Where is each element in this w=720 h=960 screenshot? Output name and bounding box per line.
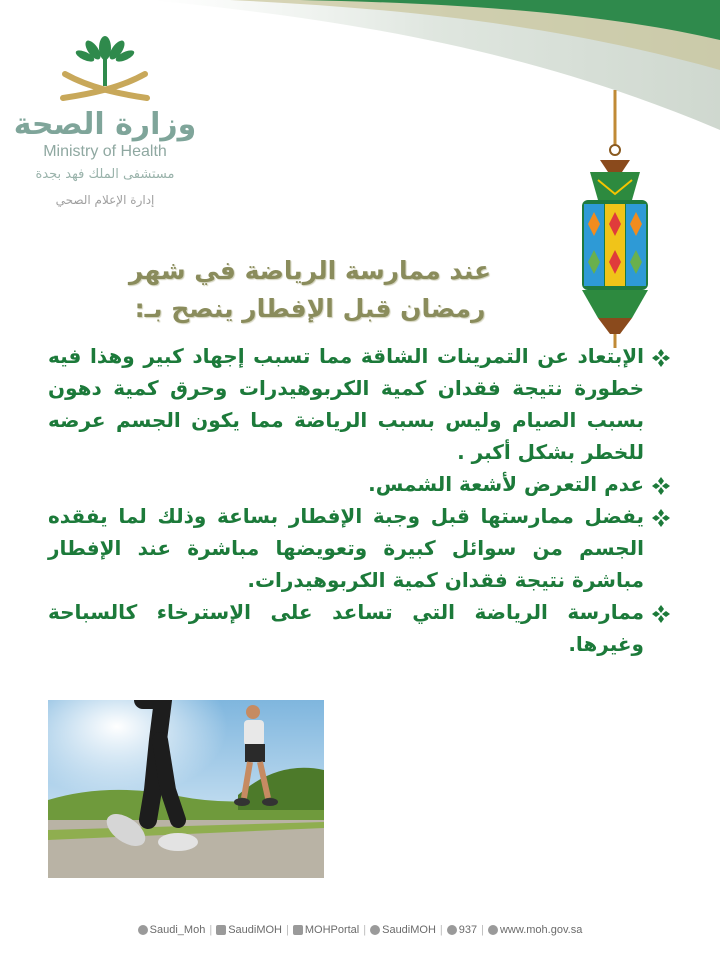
list-item-text: يفضل ممارستها قبل وجبة الإفطار بساعة وذلك لما يفقده الجسم من سوائل كبيرة وتعويضها مباشرة عند الإفطار مباشرة نتيجة فقدان كمية الكربوهيدرات. (48, 504, 644, 592)
diamond-cluster-icon (652, 605, 670, 623)
footer-twitter[interactable]: SaudiMOH (370, 924, 436, 936)
runners-photo (48, 700, 324, 878)
ministry-logo (10, 30, 200, 208)
list-item (48, 500, 672, 596)
advice-list (48, 340, 672, 660)
footer-snapchat[interactable]: Saudi_Moh (138, 924, 206, 936)
title-line-1: عند ممارسة الرياضة في شهر (128, 256, 492, 285)
diamond-cluster-icon (652, 477, 670, 495)
footer-divider: | (209, 924, 213, 936)
phone-icon (447, 925, 457, 935)
ministry-name-en: Ministry of Health (43, 143, 167, 160)
footer-contacts (90, 924, 630, 936)
footer-website[interactable]: www.moh.gov.sa (488, 924, 582, 936)
footer-facebook[interactable]: SaudiMOH (216, 924, 282, 936)
list-item (48, 340, 672, 468)
snapchat-icon (138, 925, 148, 935)
list-item-text: ممارسة الرياضة التي تساعد على الإسترخاء كالسباحة وغيرها. (48, 600, 644, 656)
ramadan-lantern-icon (570, 90, 660, 350)
facebook-icon (216, 925, 226, 935)
list-item-text: عدم التعرض لأشعة الشمس. (368, 472, 644, 496)
twitter-icon (370, 925, 380, 935)
list-item (48, 596, 672, 660)
footer-divider: | (363, 924, 367, 936)
ministry-name-ar: وزارة الصحة (13, 107, 197, 142)
palm-swords-emblem-icon (45, 30, 165, 110)
diamond-cluster-icon (652, 509, 670, 527)
list-item-text: الإبتعاد عن التمرينات الشاقة مما تسبب إجهاد كبير وهذا فيه خطورة نتيجة فقدان كمية الكربوهيدرات وحرق كمية دهون بسبب الصيام وليس بسبب الرياضة مما يكون الجسم عرضه للخطر بشكل أكبر . (48, 344, 644, 464)
globe-icon (488, 925, 498, 935)
list-item (48, 468, 672, 500)
footer-divider: | (481, 924, 484, 936)
footer-portal[interactable]: MOHPortal (293, 924, 359, 936)
youtube-icon (293, 925, 303, 935)
footer-divider: | (285, 924, 289, 936)
page-title (80, 252, 540, 328)
diamond-cluster-icon (652, 349, 670, 367)
title-line-2: رمضان قبل الإفطار ينصح بـ: (134, 294, 486, 323)
department-name: إدارة الإعلام الصحي (55, 193, 155, 207)
footer-phone[interactable]: 937 (447, 924, 477, 936)
hospital-name: مستشفى الملك فهد بجدة (35, 167, 175, 182)
footer-divider: | (439, 924, 443, 936)
